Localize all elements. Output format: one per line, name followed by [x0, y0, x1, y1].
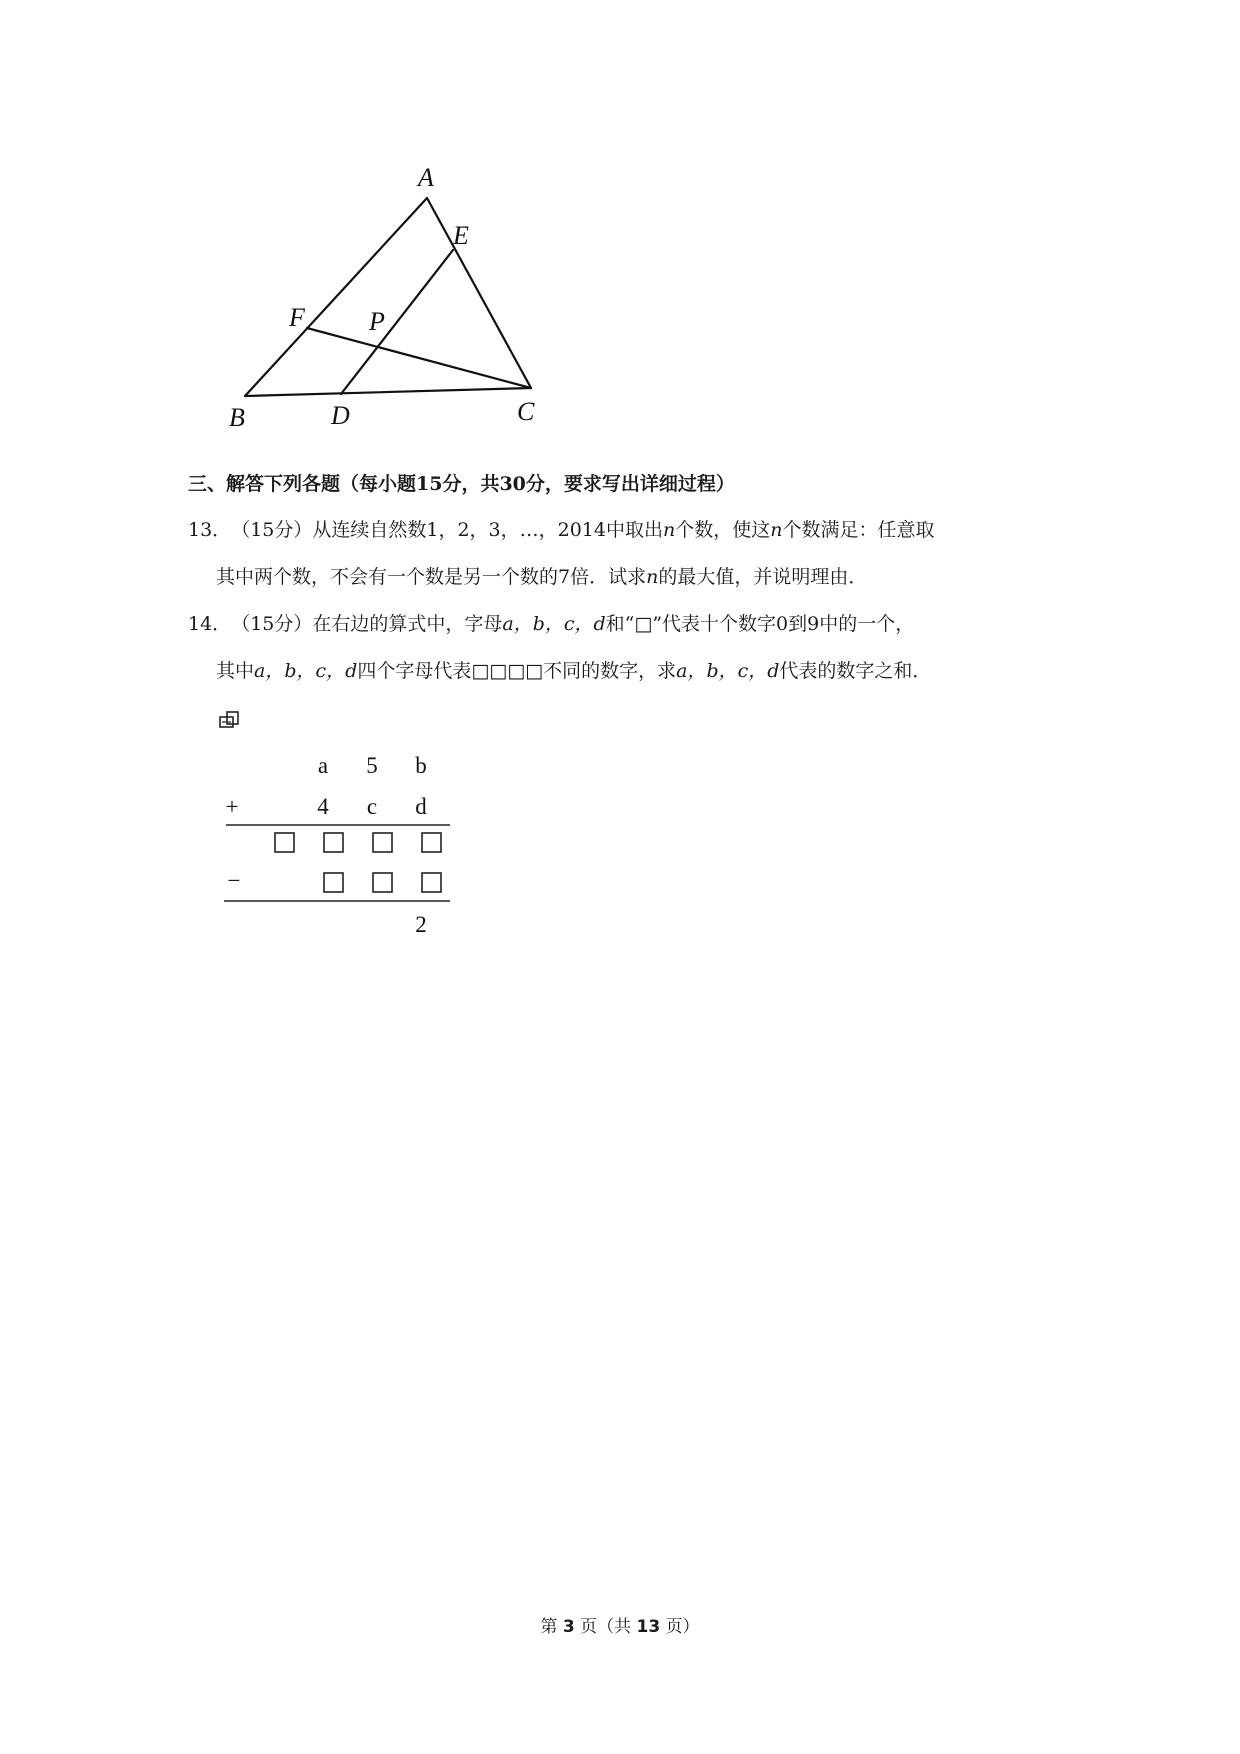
segment-AB — [245, 198, 427, 396]
digit-5: 5 — [366, 753, 378, 778]
q14-vars: a，b，c，d — [254, 660, 358, 682]
question-13-line-2 — [216, 562, 867, 589]
label-C: C — [517, 397, 535, 426]
footer-page-number: 3 — [562, 1617, 575, 1637]
label-B: B — [229, 403, 245, 432]
triangle-figure — [215, 160, 555, 450]
q13-text-b: 个数，使这 — [675, 519, 771, 541]
digit-b: b — [415, 753, 427, 778]
question-13-number: 13． — [188, 519, 232, 541]
label-D: D — [331, 401, 350, 430]
segment-BC — [245, 388, 531, 396]
blank-box — [422, 833, 441, 852]
footer-mid: 页（共 — [580, 1617, 632, 1637]
page-footer — [0, 1612, 1240, 1637]
q13-text-a: （15分）从连续自然数1，2，3，…，2014中取出 — [231, 519, 663, 541]
blank-box — [324, 873, 343, 892]
footer-total-pages: 13 — [636, 1617, 661, 1637]
q13-var-n: n — [646, 566, 659, 588]
digit-4: 4 — [317, 794, 329, 819]
label-E: E — [453, 221, 469, 250]
blank-box — [373, 873, 392, 892]
segment-DE — [341, 250, 453, 394]
segment-AC — [427, 198, 531, 388]
question-14-line-1 — [188, 609, 914, 636]
blank-box — [422, 873, 441, 892]
digit-c: c — [366, 794, 378, 819]
label-P: P — [369, 307, 385, 336]
question-14-number: 14． — [188, 613, 232, 635]
q14-text-c: 其中 — [216, 660, 255, 682]
minus-sign: − — [227, 868, 241, 893]
footer-prefix: 第 — [540, 1617, 558, 1637]
blank-box — [275, 833, 294, 852]
q14-vars: a，b，c，d — [676, 660, 780, 682]
q13-text-c: 个数满足：任意取 — [782, 519, 935, 541]
footer-suffix: 页） — [665, 1617, 700, 1637]
digit-a: a — [317, 753, 329, 778]
blank-box — [324, 833, 343, 852]
question-14-line-2 — [216, 656, 931, 683]
q14-vars: a，b，c，d — [502, 613, 606, 635]
q14-text-d: 四个字母代表□□□□不同的数字，求 — [357, 660, 677, 682]
vertical-arithmetic — [222, 748, 462, 948]
digit-d: d — [415, 794, 427, 819]
q13-text-e: 的最大值，并说明理由． — [658, 566, 868, 588]
label-A: A — [418, 163, 434, 192]
q14-text-e: 代表的数字之和． — [779, 660, 932, 682]
q13-text-d: 其中两个数，不会有一个数是另一个数的7倍．试求 — [216, 566, 647, 588]
attachment-icon — [218, 710, 242, 730]
blank-box — [373, 833, 392, 852]
section-title: 三、解答下列各题（每小题15分，共30分，要求写出详细过程） — [188, 473, 735, 495]
q14-text-a: （15分）在右边的算式中，字母 — [231, 613, 503, 635]
q14-text-b: 和“□”代表十个数字0到9中的一个， — [605, 613, 915, 635]
result-digit: 2 — [415, 912, 427, 937]
q13-var-n: n — [770, 519, 783, 541]
label-F: F — [289, 303, 305, 332]
question-13-line-1 — [188, 515, 935, 542]
segment-FC — [307, 328, 531, 388]
q13-var-n: n — [662, 519, 676, 541]
plus-sign: + — [225, 794, 239, 819]
